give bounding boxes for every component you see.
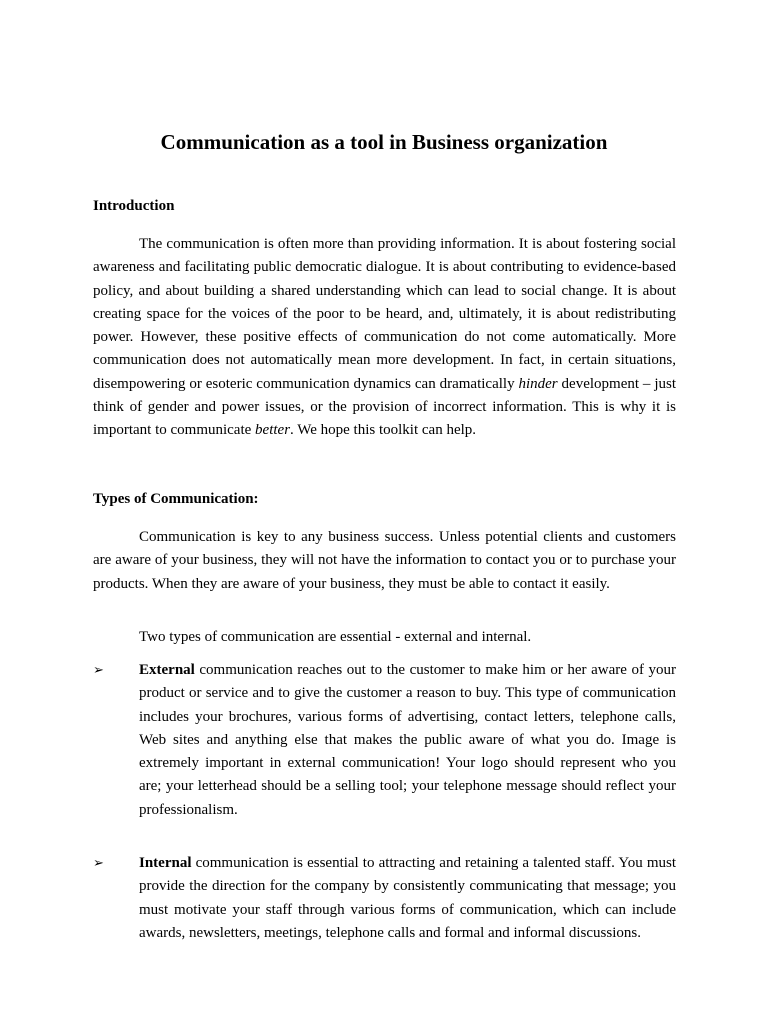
arrow-bullet-icon: ➢ bbox=[93, 663, 104, 678]
types-paragraph-1: Communication is key to any business success. Unless potential clients and customers are aware of your business, they will not have the information to contact you or to purchase your products. When they are aware of your business, they must be able to contact it easily. bbox=[93, 529, 676, 592]
bullet-external-term: External bbox=[139, 662, 195, 678]
arrow-bullet-icon: ➢ bbox=[93, 856, 104, 871]
types-heading: Types of Communication: bbox=[93, 491, 259, 507]
introduction-heading: Introduction bbox=[93, 198, 175, 214]
introduction-text-3: . We hope this toolkit can help. bbox=[290, 422, 477, 439]
introduction-emphasis-hinder: hinder bbox=[518, 375, 558, 392]
introduction-text-1: The communication is often more than providing information. It is about fostering social awareness and facilitating public democratic dialogue. It is about contributing to evidence-based policy, and about building a shared understanding which can lead to social change. It is about creating space for the voices of the poor to be heard, and, ultimately, it is about redistributing power. However, these positive effects of communication do not come automatically. More communication does not automatically mean more development. In fact, in certain situations, disempowering or esoteric communication dynamics can dramatically bbox=[93, 236, 676, 392]
bullet-internal-term: Internal bbox=[139, 855, 192, 871]
types-paragraph-2: Two types of communication are essential - external and internal. bbox=[139, 629, 532, 645]
bullet-external-body: communication reaches out to the customer to make him or her aware of your product or service and to give the customer a reason to buy. This type of communication includes your brochures, various forms of advertising, contact letters, telephone calls, Web sites and anything else that makes the public aware of what you do. Image is extremely important in external communication! Your logo should represent who you are; your letterhead should be a selling tool; your telephone message should reflect your professionalism. bbox=[139, 662, 676, 818]
introduction-text-2: development – just think of gender and power issues, or the provision of incorrect information. This is why it is important to communicate bbox=[93, 375, 676, 439]
bullet-external-text bbox=[139, 659, 676, 822]
introduction-emphasis-better: better bbox=[255, 422, 291, 439]
document-title: Communication as a tool in Business organization bbox=[160, 130, 608, 154]
bullet-internal-body: communication is essential to attracting and retaining a talented staff. You must provide the direction for the company by consistently communicating that message; you must motivate your staff through various forms of communication, which can include awards, newsletters, meetings, telephone calls and formal and informal discussions. bbox=[139, 855, 676, 941]
bullet-internal-text bbox=[139, 852, 676, 945]
introduction-paragraph bbox=[93, 233, 676, 443]
